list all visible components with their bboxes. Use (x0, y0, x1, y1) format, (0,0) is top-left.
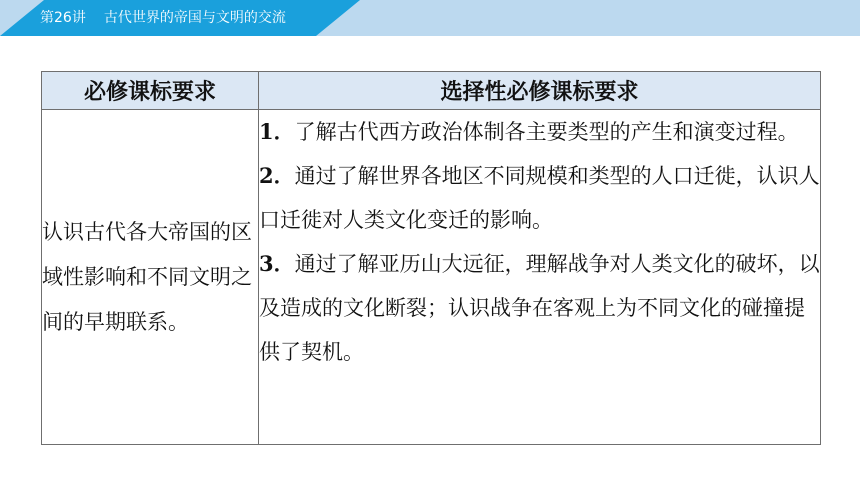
required-standard-text: 认识古代各大帝国的区域性影响和不同文明之间的早期联系。 (42, 110, 259, 445)
lesson-number: 第26讲 (40, 10, 86, 26)
lesson-title: 古代世界的帝国与文明的交流 (103, 10, 286, 26)
item-text: 了解古代西方政治体制各主要类型的产生和演变过程。 (294, 120, 799, 144)
standards-table (41, 71, 821, 445)
column-header-required: 必修课标要求 (42, 72, 259, 110)
item-number: 1． (259, 119, 295, 144)
item-text: 通过了解亚历山大远征，理解战争对人类文化的破坏，以及造成的文化断裂；认识战争在客观上为不同文化的碰撞提供了契机。 (259, 252, 820, 364)
table-header-row (42, 72, 821, 110)
list-item (259, 154, 820, 242)
list-item (259, 110, 820, 154)
slide-title (40, 0, 286, 36)
elective-standards-list (259, 110, 821, 445)
item-text: 通过了解世界各地区不同规模和类型的人口迁徙，认识人口迁徙对人类文化变迁的影响。 (259, 164, 820, 232)
item-number: 3． (259, 251, 295, 276)
item-number: 2． (259, 163, 295, 188)
list-item (259, 242, 820, 374)
column-header-elective: 选择性必修课标要求 (259, 72, 821, 110)
table-row (42, 110, 821, 445)
